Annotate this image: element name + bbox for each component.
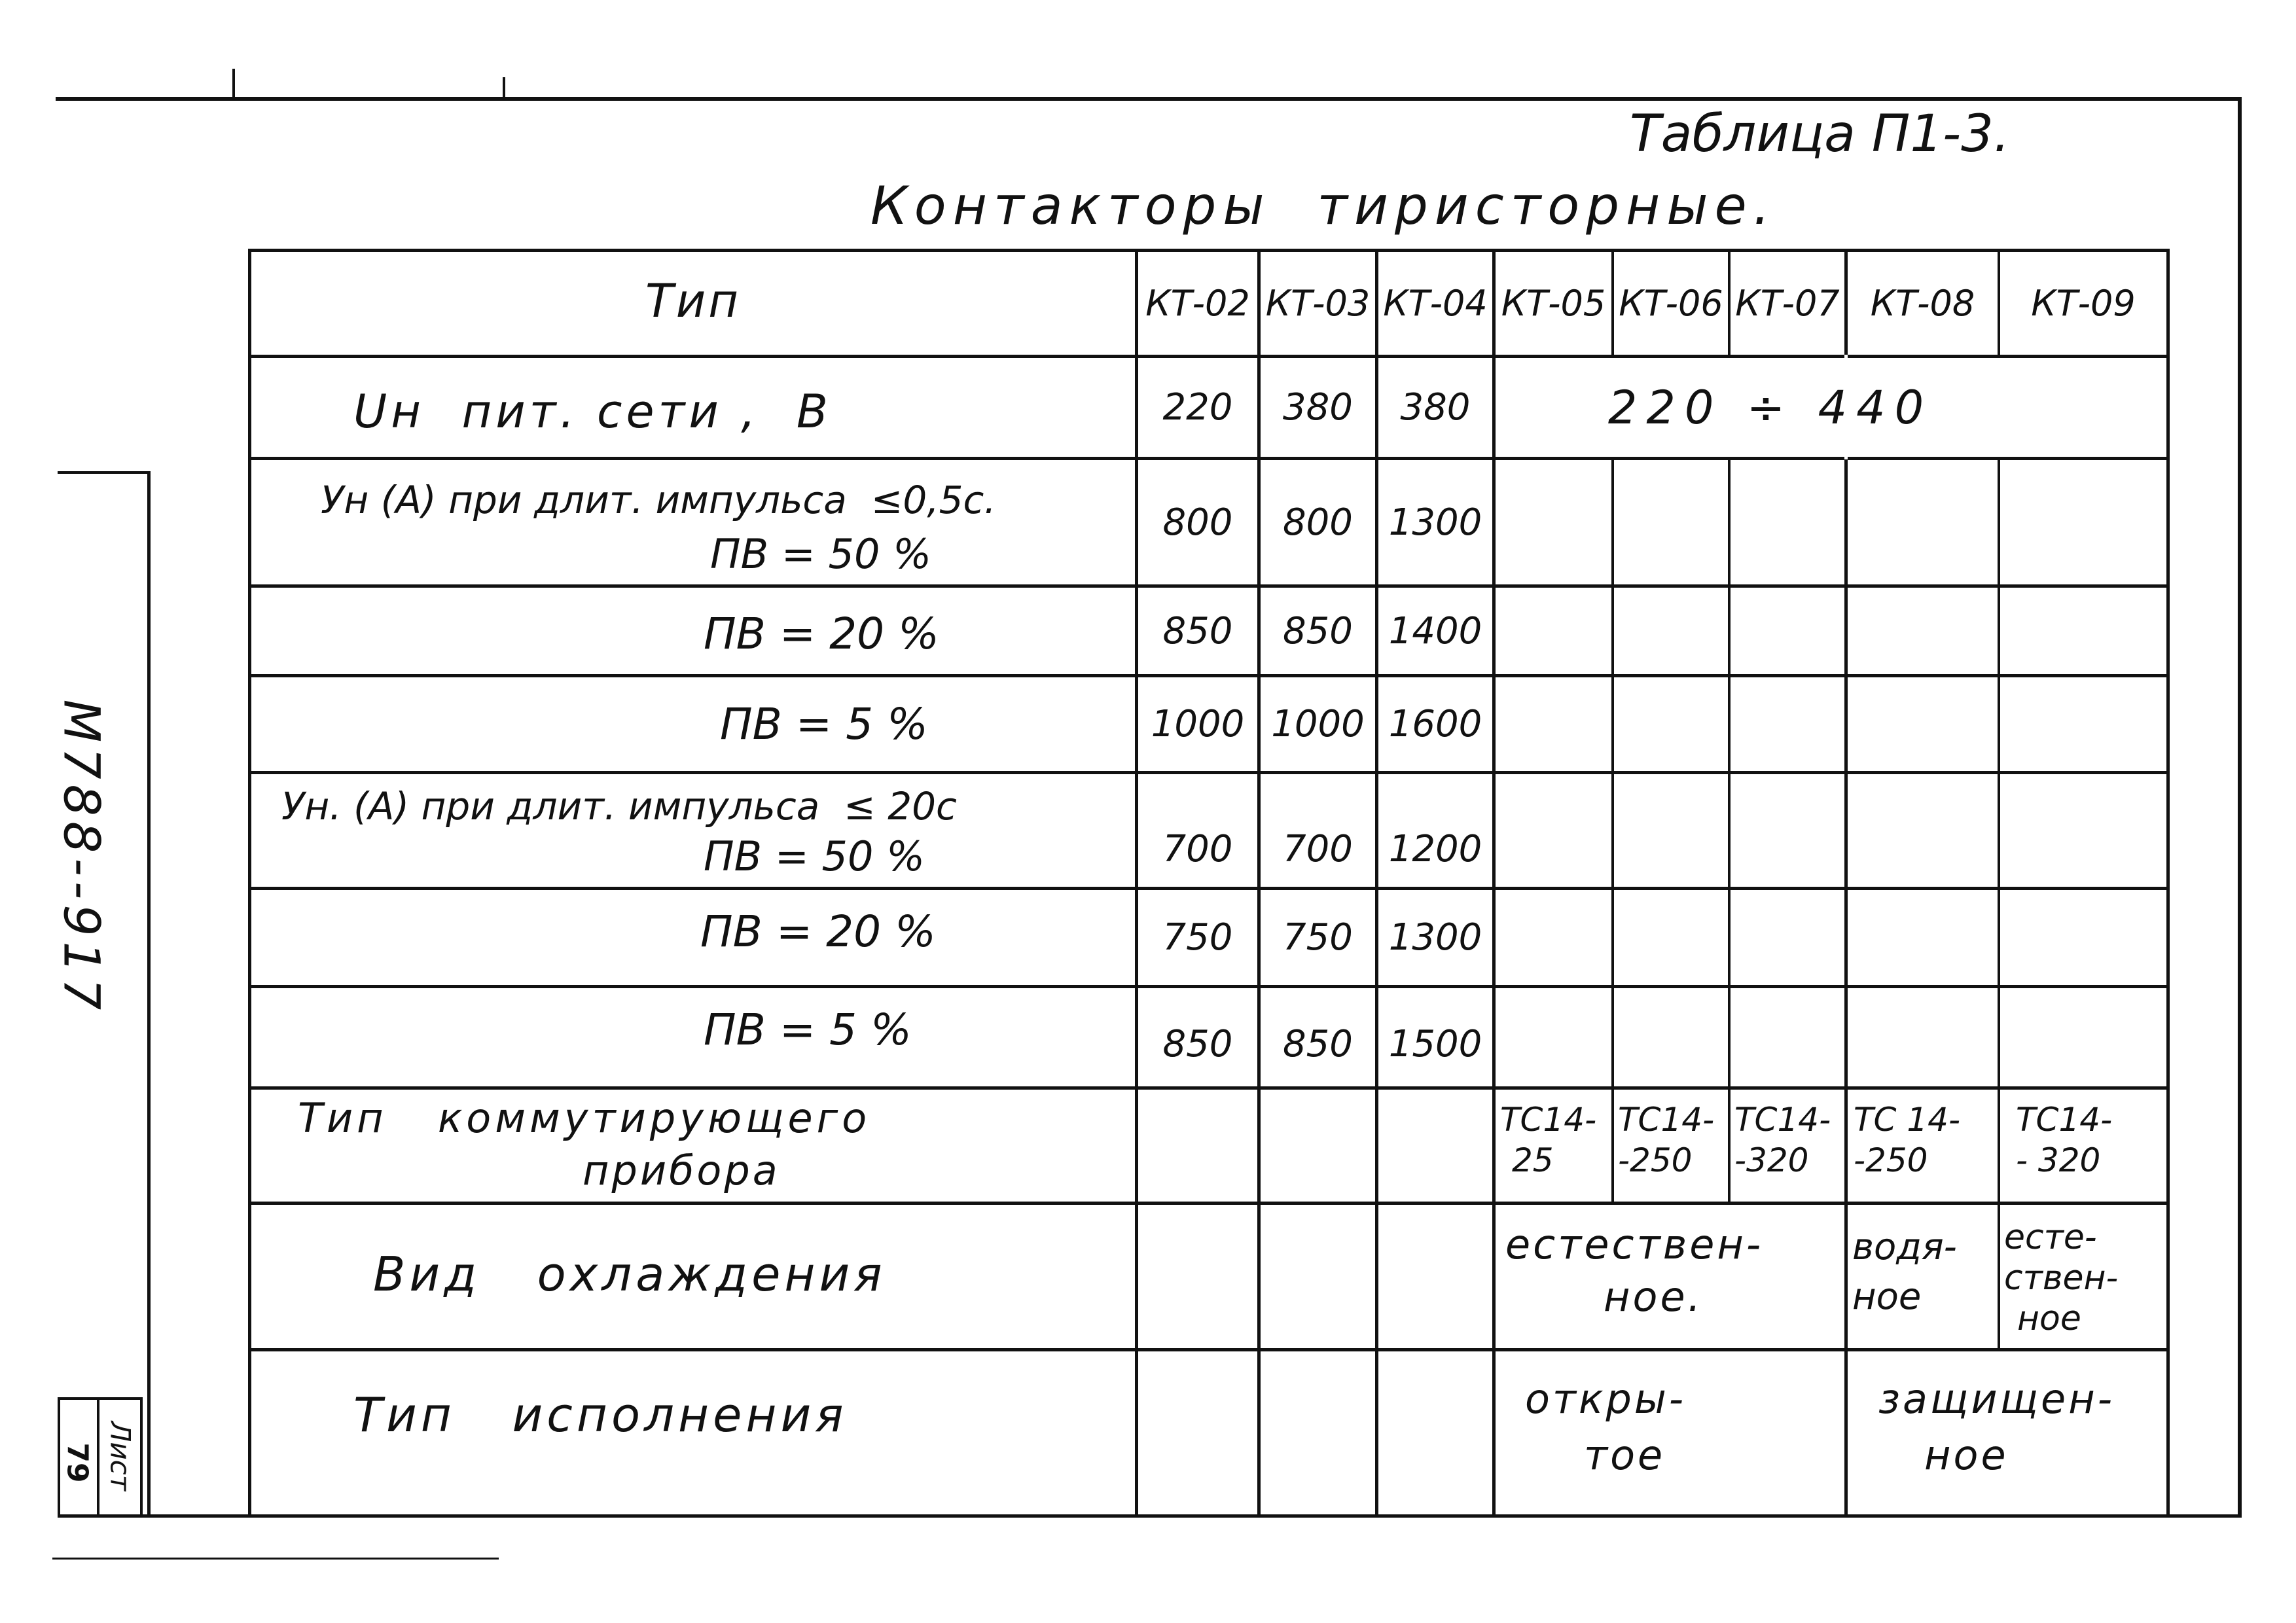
- execution-open-l1: откры-: [1525, 1375, 1687, 1423]
- row-line-10: [249, 1348, 2168, 1351]
- current-long-pv5-label: ПВ = 5 %: [704, 1005, 912, 1055]
- switching-kt05: [1500, 1099, 1608, 1181]
- current-long-pv5-kt02: 850: [1162, 1022, 1233, 1065]
- binding-margin-line: [147, 471, 151, 1516]
- current-short-pv5-kt04: 1600: [1388, 703, 1482, 745]
- switching-kt08: [1854, 1099, 1994, 1181]
- frame-bottom-line: [58, 1514, 2242, 1518]
- cooling-natural-kt09-l2: ствен-: [2004, 1258, 2119, 1298]
- type-kt03: КТ-03: [1265, 283, 1371, 324]
- current-long-pv50-kt02: 700: [1162, 828, 1233, 870]
- bottom-separator-line: [52, 1558, 499, 1560]
- current-short-pv20-kt04: 1400: [1388, 609, 1482, 652]
- switching-kt08-l1: ТС 14-: [1854, 1101, 1961, 1139]
- current-short-pv5-label: ПВ = 5 %: [720, 699, 928, 749]
- switching-kt09: [2016, 1099, 2163, 1181]
- switching-kt05-l1: ТС14-: [1500, 1101, 1597, 1139]
- type-kt06: КТ-06: [1619, 283, 1723, 324]
- current-short-pv20-label: ПВ = 20 %: [704, 609, 939, 659]
- cooling-natural-kt09-l3: ное: [2017, 1299, 2081, 1338]
- current-short-pv50-kt03: 800: [1283, 501, 1353, 544]
- switching-kt05-l2: 25: [1512, 1141, 1554, 1179]
- current-long-pv20-kt03: 750: [1283, 916, 1353, 959]
- current-short-pv20-kt03: 850: [1283, 609, 1353, 652]
- stamp-code: М788--917: [52, 699, 111, 1016]
- row-line-8: [249, 1086, 2168, 1090]
- current-short-pv5-kt02: 1000: [1151, 703, 1245, 745]
- current-short-pv5-kt03: 1000: [1271, 703, 1365, 745]
- current-long-pv50-kt04: 1200: [1388, 828, 1482, 870]
- current-short-pv50-kt04: 1300: [1388, 501, 1482, 544]
- cooling-natural-l2: ное.: [1604, 1273, 1704, 1321]
- sheet-number: 79: [60, 1442, 94, 1483]
- sheet-stamp-divider: [97, 1397, 99, 1515]
- type-kt02: КТ-02: [1145, 283, 1250, 324]
- cooling-natural: [1505, 1219, 1846, 1323]
- cooling-natural-kt09-l1: есте-: [2004, 1218, 2097, 1257]
- cooling-water-l1: водя-: [1852, 1226, 1957, 1268]
- cooling-natural-l1: естествен-: [1505, 1221, 1764, 1268]
- current-short-pv20-kt02: 850: [1162, 609, 1233, 652]
- switching-device-label-1: Тип коммутирующего: [298, 1094, 871, 1142]
- current-long-pv20-kt02: 750: [1162, 916, 1233, 959]
- voltage-kt04: 380: [1400, 386, 1471, 429]
- top-tick-2: [503, 77, 505, 97]
- type-kt08: КТ-08: [1870, 283, 1975, 324]
- voltage-kt03: 380: [1283, 386, 1353, 429]
- table-right-border: [2166, 249, 2170, 1516]
- execution-protected: [1878, 1371, 2166, 1484]
- execution-label: Тип исполнения: [353, 1387, 848, 1442]
- type-kt07: КТ-07: [1735, 283, 1840, 324]
- switching-kt07: [1734, 1099, 1842, 1181]
- switching-kt06-l2: -250: [1618, 1141, 1693, 1179]
- current-long-pv20-kt04: 1300: [1388, 916, 1482, 959]
- voltage-range: 220 ÷ 440: [1607, 380, 1933, 435]
- current-long-pv20-label: ПВ = 20 %: [700, 906, 936, 957]
- execution-protected-l1: защищен-: [1878, 1375, 2115, 1423]
- frame-right-line: [2238, 97, 2242, 1516]
- current-long-pv5-kt04: 1500: [1388, 1022, 1482, 1065]
- frame-top-line: [56, 97, 2242, 101]
- cooling-natural-kt09: [2004, 1217, 2164, 1339]
- row-line-5: [249, 771, 2168, 774]
- current-long-pv5-kt03: 850: [1283, 1022, 1353, 1065]
- sheet-label: Лист: [104, 1421, 137, 1491]
- table-number: Таблица П1-3.: [1630, 105, 2010, 164]
- switching-kt09-l1: ТС14-: [2016, 1101, 2113, 1139]
- switching-kt07-l1: ТС14-: [1734, 1101, 1831, 1139]
- current-short-pv50-label: ПВ = 50 %: [710, 530, 932, 578]
- switching-kt06: [1618, 1099, 1726, 1181]
- binding-margin-top: [58, 471, 149, 474]
- current-long-pv50-label: ПВ = 50 %: [704, 832, 925, 880]
- current-long-pv50-kt03: 700: [1283, 828, 1353, 870]
- col-line-kt09-mid: [1998, 457, 2000, 1351]
- top-tick-1: [232, 69, 235, 98]
- voltage-label: Uн пит. сети , В: [353, 385, 832, 438]
- table-title: Контакторы тиристорные.: [870, 175, 1777, 236]
- row-line-9: [249, 1202, 2168, 1205]
- col-line-kt07-mid: [1728, 457, 1731, 1204]
- type-kt04: КТ-04: [1383, 283, 1488, 324]
- table-left-border: [248, 249, 251, 1516]
- execution-open: [1525, 1371, 1826, 1484]
- switching-kt06-l1: ТС14-: [1618, 1101, 1715, 1139]
- switching-kt07-l2: -320: [1734, 1141, 1809, 1179]
- execution-open-l2: тое: [1584, 1431, 1666, 1479]
- current-short-heading: Ун (А) при длит. импульса ≤0,5с.: [321, 478, 996, 522]
- cooling-label: Вид охлаждения: [373, 1247, 886, 1302]
- execution-protected-l2: ное: [1924, 1431, 2009, 1479]
- cooling-water-l2: ное: [1852, 1275, 1922, 1318]
- voltage-kt02: 220: [1162, 386, 1233, 429]
- row-line-7: [249, 985, 2168, 988]
- cooling-water: [1852, 1222, 1993, 1322]
- type-kt05: КТ-05: [1501, 283, 1606, 324]
- type-header-label: Тип: [645, 274, 742, 328]
- switching-device-label-2: прибора: [583, 1147, 780, 1194]
- type-kt09: КТ-09: [2031, 283, 2136, 324]
- col-line-kt06-mid: [1611, 457, 1614, 1204]
- current-long-heading: Ун. (А) при длит. импульса ≤ 20с: [281, 784, 957, 829]
- current-short-pv50-kt02: 800: [1162, 501, 1233, 544]
- switching-kt09-l2: - 320: [2016, 1141, 2101, 1179]
- switching-kt08-l2: -250: [1854, 1141, 1928, 1179]
